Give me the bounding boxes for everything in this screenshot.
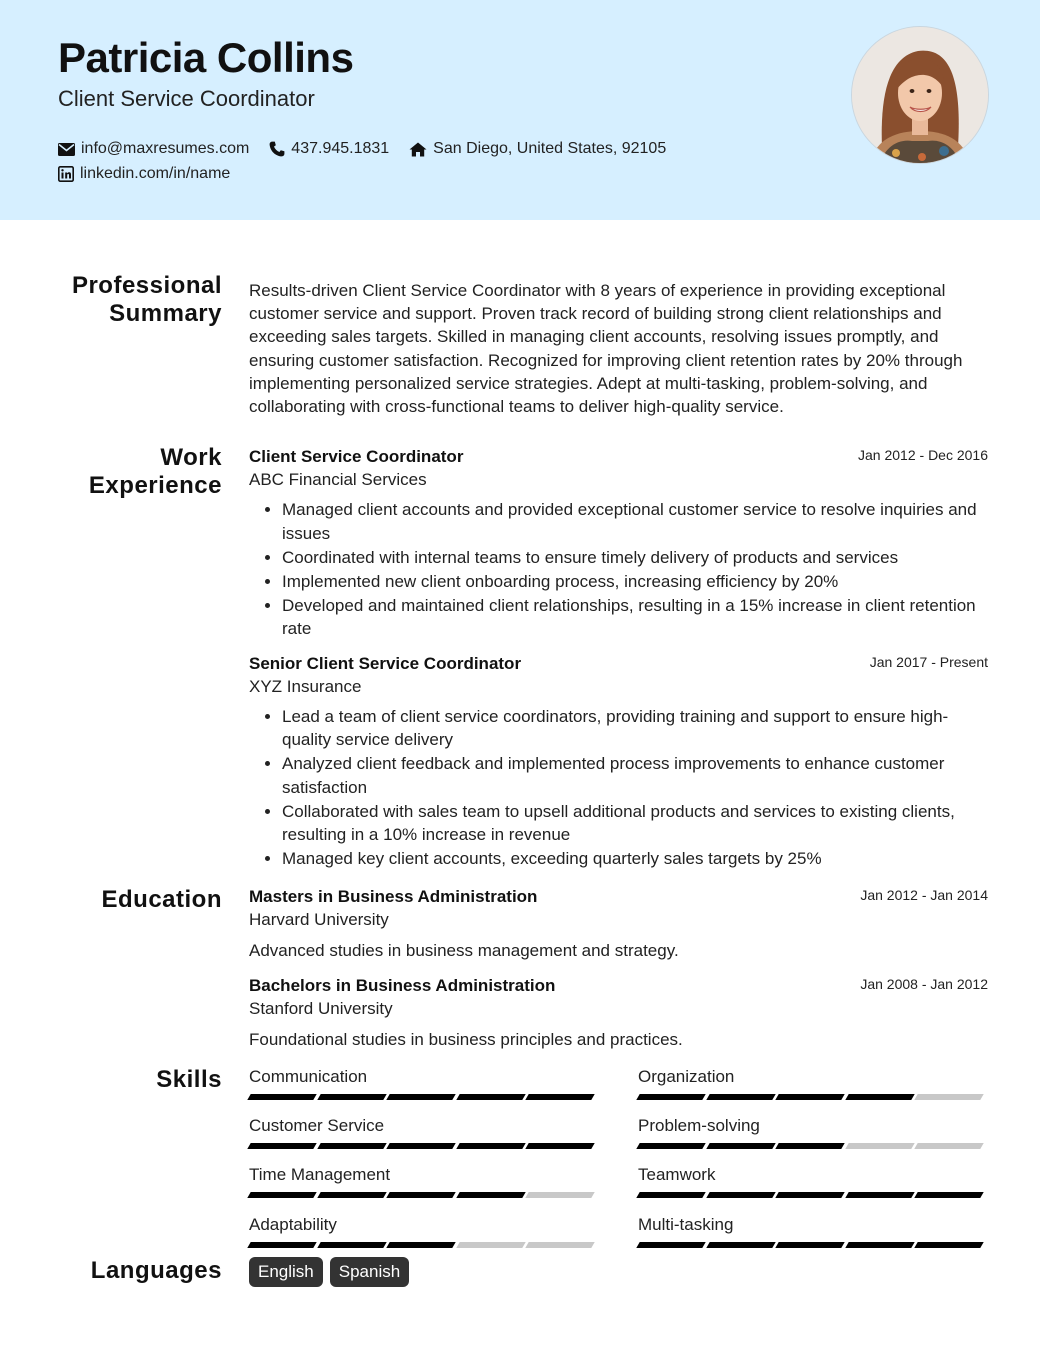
degree-title: Bachelors in Business Administration — [249, 976, 556, 995]
contact-row-primary — [58, 140, 686, 158]
job-bullet: • Analyzed client feedback and implemented process improvements to enhance customer satisfaction — [282, 752, 988, 799]
skill-name: Teamwork — [638, 1165, 716, 1184]
profile-photo — [851, 26, 989, 164]
summary-label-line2: Summary — [109, 300, 222, 327]
school-name: Stanford University — [249, 999, 393, 1018]
skill-segment-filled — [526, 1143, 595, 1149]
contact-location — [409, 140, 666, 158]
job-company: XYZ Insurance — [249, 676, 362, 696]
skill-segment-filled — [456, 1094, 525, 1100]
skill-name: Multi-tasking — [638, 1215, 734, 1234]
skill-name: Problem-solving — [638, 1116, 760, 1135]
skill-item — [249, 1164, 597, 1198]
location-text: San Diego, United States, 92105 — [433, 140, 667, 157]
skill-segment-filled — [845, 1242, 914, 1248]
resume-header — [0, 0, 1040, 220]
skill-segment-empty — [915, 1094, 984, 1100]
skill-segment-filled — [386, 1242, 455, 1248]
education-description: Advanced studies in business management and strategy. — [249, 941, 679, 960]
skill-segment-empty — [915, 1143, 984, 1149]
experience-body — [249, 446, 988, 871]
skill-segment-filled — [247, 1192, 316, 1198]
summary-text: Results-driven Client Service Coordinator with 8 years of experience in providing exceptional customer service and support. Proven track record of building strong client relationships and exceeding sales targets. Skilled in managing client accounts, resolving issues promptly, and ensuring customer satisfaction. Recognized for improving client retention rates by 20% through implementing personalized service strategies. Adept at multi-tasking, problem-solving, and collaborating with cross-functional teams to deliver high-quality service. — [249, 281, 963, 417]
contact-row-secondary — [58, 165, 250, 183]
skill-segment-filled — [386, 1094, 455, 1100]
linkedin-icon — [58, 166, 74, 182]
skill-segment-filled — [456, 1143, 525, 1149]
contact-phone[interactable] — [269, 140, 389, 158]
job-dates: Jan 2017 - Present — [869, 653, 988, 670]
languages-label: Languages — [90, 1257, 222, 1284]
skill-level-bar — [249, 1242, 597, 1248]
job-bullet: • Coordinated with internal teams to ensure timely delivery of products and services — [282, 546, 988, 570]
skill-segment-filled — [706, 1094, 775, 1100]
job-bullets — [249, 705, 988, 871]
skill-segment-filled — [317, 1192, 386, 1198]
education-dates: Jan 2012 - Jan 2014 — [860, 887, 988, 903]
skill-level-bar — [249, 1143, 597, 1149]
linkedin-text: linkedin.com/in/name — [80, 165, 231, 182]
skill-segment-filled — [456, 1192, 525, 1198]
skill-segment-filled — [845, 1192, 914, 1198]
job-title: Senior Client Service Coordinator — [249, 653, 522, 673]
skill-segment-filled — [526, 1094, 595, 1100]
email-text: info@maxresumes.com — [81, 140, 250, 157]
skill-segment-empty — [526, 1242, 595, 1248]
skill-level-bar — [638, 1094, 986, 1100]
skill-name: Organization — [638, 1067, 735, 1086]
skill-segment-empty — [845, 1143, 914, 1149]
degree-title: Masters in Business Administration — [249, 887, 538, 906]
skill-item — [249, 1115, 597, 1149]
skill-name: Customer Service — [249, 1116, 385, 1135]
skill-name: Communication — [249, 1067, 368, 1086]
skill-item — [638, 1066, 986, 1100]
skill-item — [638, 1164, 986, 1198]
language-tag: English — [249, 1257, 323, 1287]
skills-grid — [249, 1066, 988, 1256]
skill-segment-filled — [636, 1094, 705, 1100]
job-bullets — [249, 498, 988, 641]
school-name: Harvard University — [249, 910, 389, 929]
phone-text: 437.945.1831 — [291, 140, 390, 157]
skill-segment-filled — [706, 1242, 775, 1248]
skill-item — [249, 1214, 597, 1248]
skill-segment-filled — [317, 1094, 386, 1100]
skill-segment-filled — [775, 1242, 844, 1248]
skill-segment-filled — [386, 1192, 455, 1198]
skill-segment-filled — [636, 1192, 705, 1198]
skill-level-bar — [638, 1242, 986, 1248]
skill-level-bar — [638, 1143, 986, 1149]
job-company: ABC Financial Services — [249, 470, 427, 489]
job-bullet: • Managed key client accounts, exceeding quarterly sales targets by 25% — [282, 847, 988, 871]
skill-segment-filled — [706, 1192, 775, 1198]
skill-segment-filled — [915, 1242, 984, 1248]
skill-name: Time Management — [249, 1165, 391, 1184]
phone-icon — [269, 141, 285, 157]
skills-label: Skills — [156, 1066, 222, 1093]
education-dates: Jan 2008 - Jan 2012 — [860, 976, 988, 992]
job-bullet: • Developed and maintained client relationships, resulting in a 15% increase in client retention rate — [282, 594, 988, 641]
job-bullet: • Managed client accounts and provided exceptional customer service to resolve inquiries and issues — [282, 498, 988, 545]
education-description: Foundational studies in business principles and practices. — [249, 1030, 683, 1049]
candidate-name: Patricia Collins — [58, 34, 354, 81]
profile-portrait-icon — [852, 27, 988, 163]
education-body — [249, 886, 988, 1051]
skill-segment-empty — [526, 1192, 595, 1198]
education-entry — [249, 886, 988, 962]
job-bullet: • Implemented new client onboarding process, increasing efficiency by 20% — [282, 570, 988, 594]
candidate-title: Client Service Coordinator — [58, 86, 315, 111]
summary-body — [249, 279, 988, 418]
skill-item — [249, 1066, 597, 1100]
job-entry — [249, 653, 988, 871]
summary-label-line1: Professional — [71, 272, 222, 299]
skill-segment-filled — [247, 1242, 316, 1248]
skill-name: Adaptability — [249, 1215, 337, 1234]
skill-segment-filled — [775, 1192, 844, 1198]
experience-label-line1: Work — [160, 444, 222, 471]
skill-segment-filled — [247, 1094, 316, 1100]
language-tag: Spanish — [330, 1257, 409, 1287]
skill-segment-filled — [386, 1143, 455, 1149]
job-bullet: • Collaborated with sales team to upsell additional products and services to existing clients, resulting in a 10% increase in revenue — [282, 800, 988, 847]
job-title: Client Service Coordinator — [249, 447, 464, 466]
education-entry — [249, 975, 988, 1051]
skill-item — [638, 1115, 986, 1149]
contact-email[interactable] — [58, 140, 249, 158]
experience-label-line2: Experience — [88, 472, 222, 499]
job-entry — [249, 446, 988, 641]
experience-label — [89, 444, 222, 500]
home-icon — [409, 142, 427, 157]
job-dates: Jan 2012 - Dec 2016 — [858, 447, 988, 463]
contact-linkedin[interactable] — [58, 165, 230, 183]
skill-segment-filled — [247, 1143, 316, 1149]
skill-segment-filled — [775, 1094, 844, 1100]
skill-segment-filled — [636, 1242, 705, 1248]
summary-label — [72, 272, 222, 328]
skill-segment-empty — [456, 1242, 525, 1248]
skills-section — [0, 1066, 1040, 1256]
skill-segment-filled — [915, 1192, 984, 1198]
job-bullet: • Lead a team of client service coordinators, providing training and support to ensure high-quality service delivery — [282, 705, 988, 752]
skill-level-bar — [638, 1192, 986, 1198]
skill-level-bar — [249, 1094, 597, 1100]
language-tags — [249, 1257, 988, 1287]
skill-segment-filled — [636, 1143, 705, 1149]
envelope-icon — [58, 143, 75, 156]
skill-segment-filled — [317, 1143, 386, 1149]
skill-segment-filled — [775, 1143, 844, 1149]
education-label: Education — [101, 886, 222, 913]
skill-segment-filled — [317, 1242, 386, 1248]
skill-level-bar — [249, 1192, 597, 1198]
skill-segment-filled — [845, 1094, 914, 1100]
skill-segment-filled — [706, 1143, 775, 1149]
skill-item — [638, 1214, 986, 1248]
